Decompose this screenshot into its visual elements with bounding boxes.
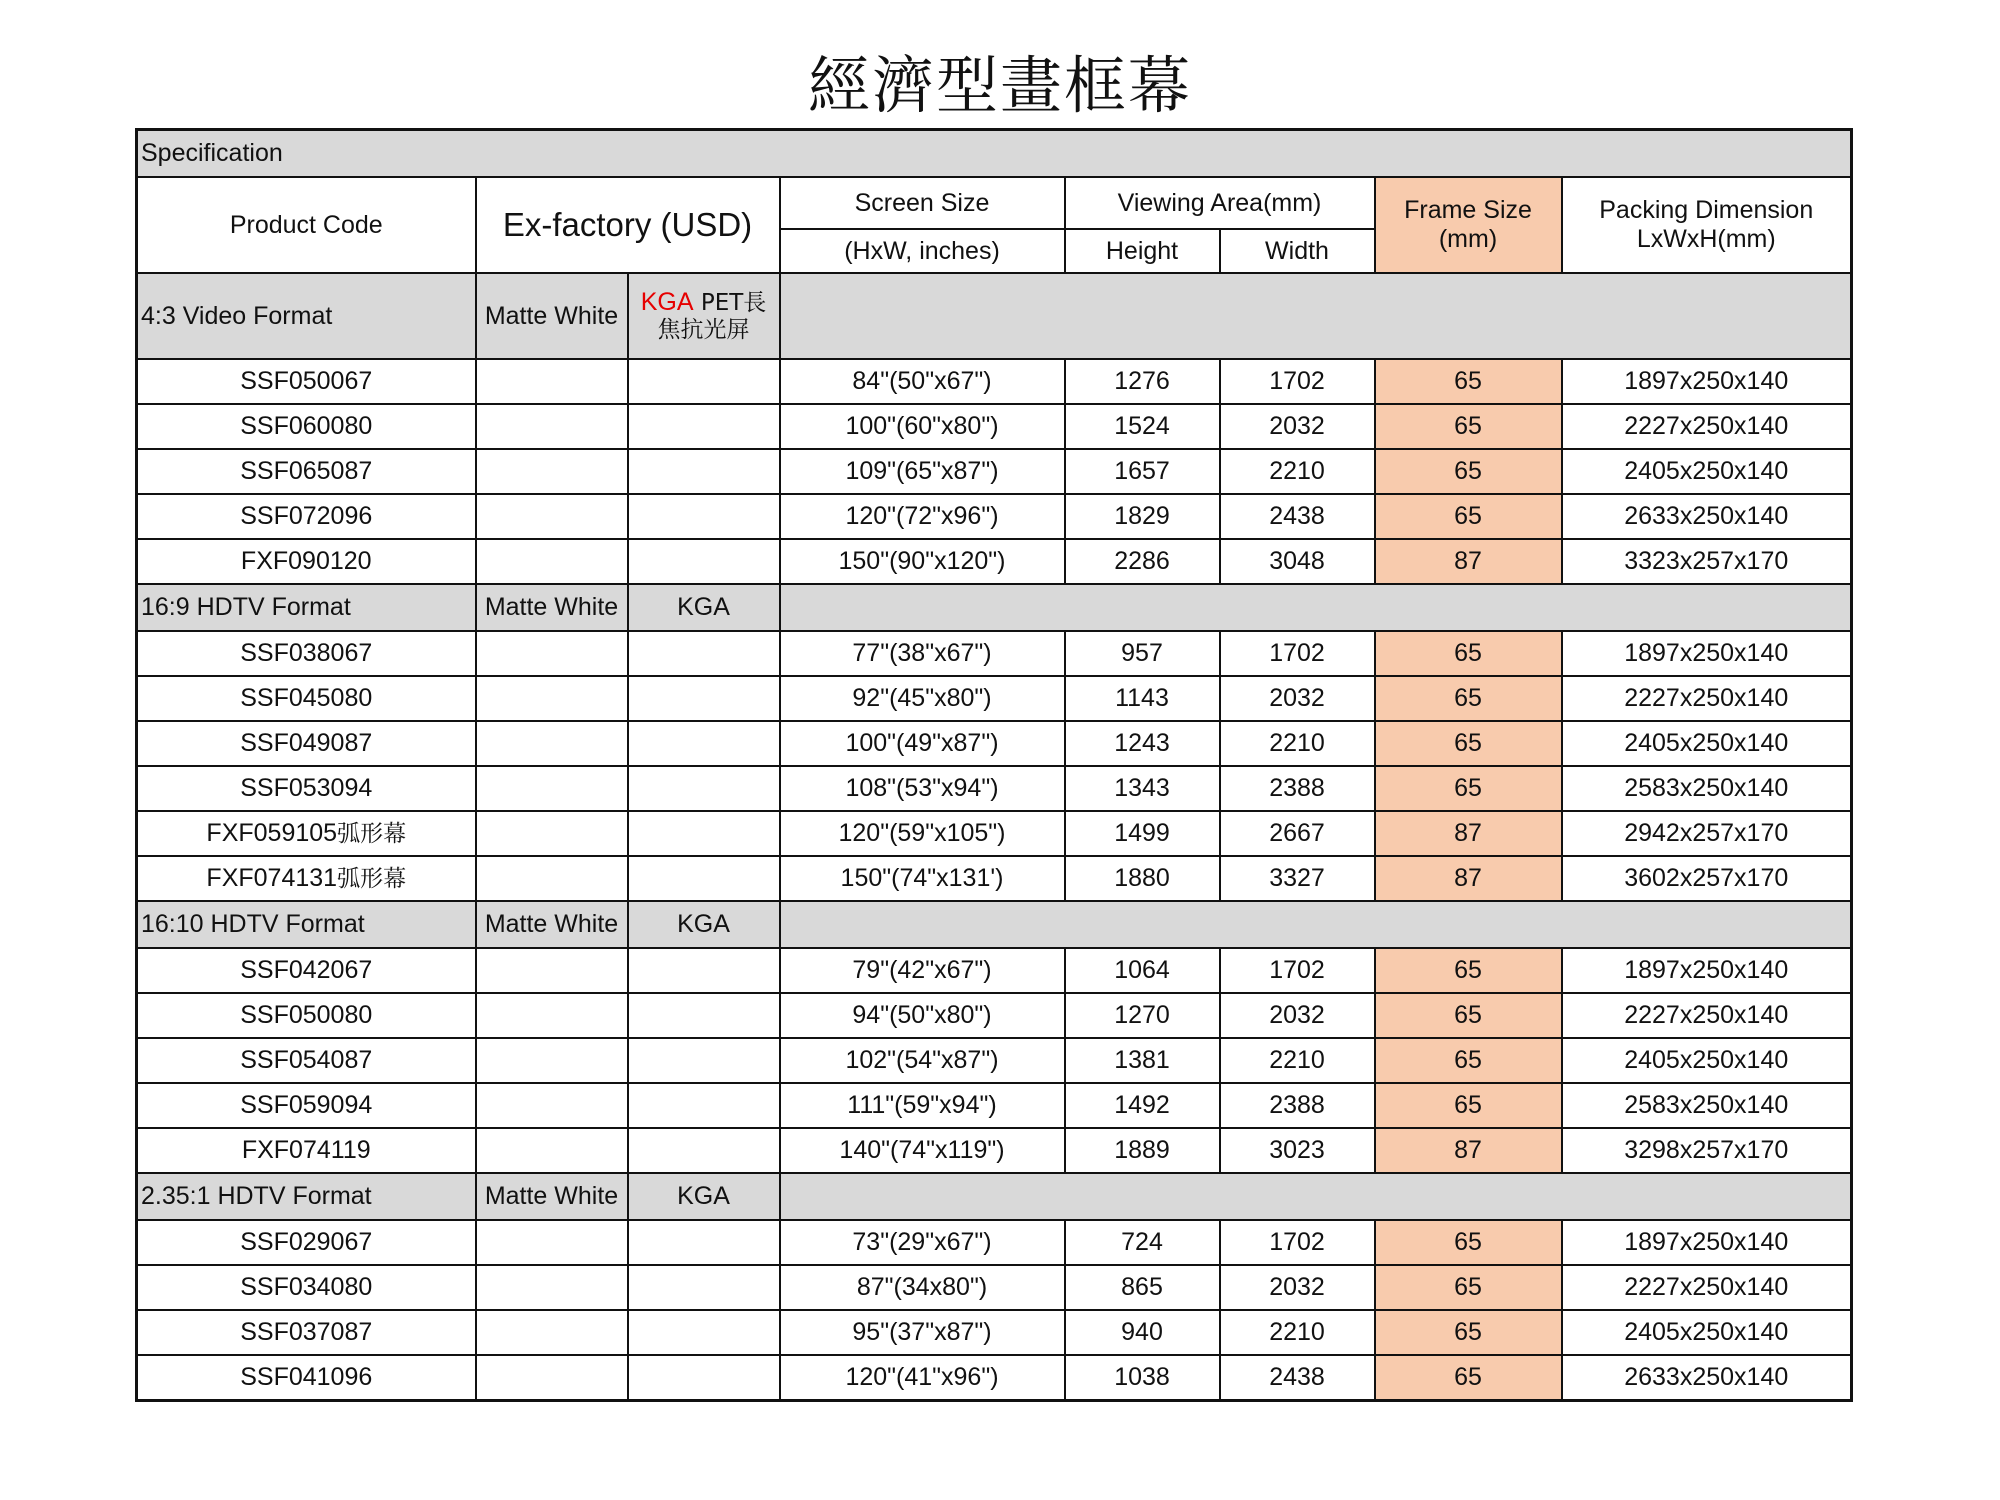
- section-band-fill: [780, 584, 1852, 631]
- packing-dimension: 2405x250x140: [1562, 449, 1852, 494]
- price-matte-white: [476, 404, 628, 449]
- table-row: [137, 948, 1852, 993]
- product-code: [137, 856, 476, 901]
- frame-size-header: [1375, 177, 1562, 273]
- price-kga: [628, 494, 780, 539]
- viewing-height: 1657: [1065, 449, 1220, 494]
- table-row: [137, 1083, 1852, 1128]
- viewing-height: 1889: [1065, 1128, 1220, 1173]
- frame-size: 65: [1375, 721, 1562, 766]
- product-code: SSF045080: [137, 676, 476, 721]
- product-code: SSF072096: [137, 494, 476, 539]
- screen-size: 84"(50"x67"): [780, 359, 1065, 404]
- viewing-height: 1276: [1065, 359, 1220, 404]
- kga-label: KGA: [628, 1173, 780, 1220]
- price-kga: [628, 1038, 780, 1083]
- product-code: SSF037087: [137, 1310, 476, 1355]
- viewing-height: 1243: [1065, 721, 1220, 766]
- screen-size: 100"(60"x80"): [780, 404, 1065, 449]
- frame-size: 65: [1375, 676, 1562, 721]
- viewing-height: 1880: [1065, 856, 1220, 901]
- product-code: SSF050080: [137, 993, 476, 1038]
- viewing-width: 2032: [1220, 676, 1375, 721]
- ex-factory-header: Ex-factory (USD): [476, 177, 780, 273]
- pet-label: PET長: [693, 290, 767, 317]
- screen-size: 95"(37"x87"): [780, 1310, 1065, 1355]
- page-title: 經濟型畫框幕: [807, 49, 1192, 122]
- packing-dimension: 2583x250x140: [1562, 766, 1852, 811]
- price-matte-white: [476, 539, 628, 584]
- section-name: 2.35:1 HDTV Format: [137, 1173, 476, 1220]
- table-row: [137, 721, 1852, 766]
- price-kga: [628, 1355, 780, 1401]
- viewing-height: 865: [1065, 1265, 1220, 1310]
- kga-pet-label: [628, 273, 780, 359]
- viewing-height: 1143: [1065, 676, 1220, 721]
- price-matte-white: [476, 631, 628, 676]
- table-row: [137, 449, 1852, 494]
- frame-size: 87: [1375, 811, 1562, 856]
- price-matte-white: [476, 993, 628, 1038]
- packing-dimension: 2583x250x140: [1562, 1083, 1852, 1128]
- frame-size: 65: [1375, 1083, 1562, 1128]
- table-row: [137, 1220, 1852, 1265]
- product-code: SSF049087: [137, 721, 476, 766]
- price-kga: [628, 856, 780, 901]
- packing-dimension: 2633x250x140: [1562, 494, 1852, 539]
- packing-dimension: 1897x250x140: [1562, 1220, 1852, 1265]
- price-matte-white: [476, 1220, 628, 1265]
- packing-dimension: 3602x257x170: [1562, 856, 1852, 901]
- viewing-width: 3327: [1220, 856, 1375, 901]
- price-kga: [628, 1265, 780, 1310]
- table-row: [137, 1038, 1852, 1083]
- viewing-height: 1524: [1065, 404, 1220, 449]
- frame-size: 65: [1375, 1265, 1562, 1310]
- section-header: [137, 584, 1852, 631]
- price-kga: [628, 404, 780, 449]
- product-code: SSF059094: [137, 1083, 476, 1128]
- matte-white-label: Matte White: [476, 273, 628, 359]
- packing-dimension: 2227x250x140: [1562, 993, 1852, 1038]
- packing-dimension-label: Packing Dimension: [1599, 196, 1814, 225]
- table-row: [137, 766, 1852, 811]
- matte-white-label: Matte White: [476, 901, 628, 948]
- price-kga: [628, 948, 780, 993]
- frame-size: 65: [1375, 1355, 1562, 1401]
- pet-label-line2: 焦抗光屏: [657, 317, 750, 344]
- price-matte-white: [476, 948, 628, 993]
- table-row: [137, 856, 1852, 901]
- viewing-area-header: Viewing Area(mm): [1065, 177, 1375, 229]
- table-row: [137, 539, 1852, 584]
- price-matte-white: [476, 766, 628, 811]
- price-kga: [628, 676, 780, 721]
- product-code: SSF029067: [137, 1220, 476, 1265]
- frame-size: 65: [1375, 449, 1562, 494]
- viewing-height: 1064: [1065, 948, 1220, 993]
- viewing-width: 1702: [1220, 359, 1375, 404]
- price-matte-white: [476, 1083, 628, 1128]
- viewing-width: 2438: [1220, 1355, 1375, 1401]
- frame-size: 65: [1375, 993, 1562, 1038]
- frame-size: 87: [1375, 1128, 1562, 1173]
- product-code: SSF050067: [137, 359, 476, 404]
- frame-size: 65: [1375, 404, 1562, 449]
- packing-dimension: 2227x250x140: [1562, 1265, 1852, 1310]
- packing-dimension-header: [1562, 177, 1852, 273]
- table-row: [137, 494, 1852, 539]
- table-row: [137, 1310, 1852, 1355]
- packing-dimension: 1897x250x140: [1562, 948, 1852, 993]
- product-code-text: FXF059105: [206, 819, 338, 848]
- viewing-height: 1038: [1065, 1355, 1220, 1401]
- packing-dimension: 2405x250x140: [1562, 1038, 1852, 1083]
- screen-size: 111"(59"x94"): [780, 1083, 1065, 1128]
- price-matte-white: [476, 449, 628, 494]
- kga-label: KGA: [628, 584, 780, 631]
- section-name: 16:9 HDTV Format: [137, 584, 476, 631]
- price-matte-white: [476, 1355, 628, 1401]
- price-kga: [628, 993, 780, 1038]
- price-matte-white: [476, 1265, 628, 1310]
- packing-dimension: 3298x257x170: [1562, 1128, 1852, 1173]
- viewing-height: 957: [1065, 631, 1220, 676]
- viewing-height: 1381: [1065, 1038, 1220, 1083]
- frame-size: 65: [1375, 494, 1562, 539]
- table-row: [137, 993, 1852, 1038]
- price-matte-white: [476, 721, 628, 766]
- frame-size-label: Frame Size: [1404, 196, 1532, 225]
- viewing-width: 2032: [1220, 404, 1375, 449]
- section-name: 16:10 HDTV Format: [137, 901, 476, 948]
- section-header: [137, 273, 1852, 359]
- price-kga: [628, 539, 780, 584]
- screen-size: 100"(49"x87"): [780, 721, 1065, 766]
- screen-size: 120"(59"x105"): [780, 811, 1065, 856]
- product-code: FXF074119: [137, 1128, 476, 1173]
- product-code: SSF034080: [137, 1265, 476, 1310]
- packing-dimension: 2633x250x140: [1562, 1355, 1852, 1401]
- packing-dimension: 2942x257x170: [1562, 811, 1852, 856]
- frame-size: 65: [1375, 1220, 1562, 1265]
- viewing-width: 1702: [1220, 631, 1375, 676]
- table-row: [137, 1265, 1852, 1310]
- table-row: [137, 631, 1852, 676]
- product-code: SSF060080: [137, 404, 476, 449]
- packing-dimension: 1897x250x140: [1562, 359, 1852, 404]
- price-matte-white: [476, 359, 628, 404]
- viewing-width: 2032: [1220, 993, 1375, 1038]
- packing-dimension: 1897x250x140: [1562, 631, 1852, 676]
- width-header: Width: [1220, 229, 1375, 273]
- screen-size: 87"(34x80"): [780, 1265, 1065, 1310]
- specification-header: Specification: [137, 130, 1852, 178]
- frame-size: 65: [1375, 1038, 1562, 1083]
- screen-size: 94"(50"x80"): [780, 993, 1065, 1038]
- viewing-width: 2210: [1220, 721, 1375, 766]
- packing-dimension-unit: LxWxH(mm): [1636, 225, 1776, 253]
- price-matte-white: [476, 676, 628, 721]
- frame-size: 87: [1375, 856, 1562, 901]
- section-band-fill: [780, 901, 1852, 948]
- table-row: [137, 811, 1852, 856]
- frame-size: 65: [1375, 359, 1562, 404]
- curved-screen-label: 弧形幕: [337, 821, 407, 848]
- price-kga: [628, 1310, 780, 1355]
- viewing-height: 940: [1065, 1310, 1220, 1355]
- viewing-width: 2388: [1220, 766, 1375, 811]
- viewing-height: 1270: [1065, 993, 1220, 1038]
- table-row: [137, 676, 1852, 721]
- price-kga: [628, 359, 780, 404]
- product-code: SSF065087: [137, 449, 476, 494]
- table-row: [137, 1355, 1852, 1401]
- product-code: SSF041096: [137, 1355, 476, 1401]
- section-header: [137, 1173, 1852, 1220]
- viewing-width: 3048: [1220, 539, 1375, 584]
- price-kga: [628, 631, 780, 676]
- viewing-width: 1702: [1220, 948, 1375, 993]
- screen-size: 77"(38"x67"): [780, 631, 1065, 676]
- screen-size: 92"(45"x80"): [780, 676, 1065, 721]
- table-row: [137, 359, 1852, 404]
- product-code-text: FXF074131: [206, 864, 338, 893]
- product-code-header: Product Code: [137, 177, 476, 273]
- frame-size: 65: [1375, 948, 1562, 993]
- frame-size: 87: [1375, 539, 1562, 584]
- price-kga: [628, 811, 780, 856]
- table-row: [137, 404, 1852, 449]
- price-kga: [628, 721, 780, 766]
- section-band-fill: [780, 1173, 1852, 1220]
- screen-size: 120"(41"x96"): [780, 1355, 1065, 1401]
- screen-size: 150"(74"x131'): [780, 856, 1065, 901]
- matte-white-label: Matte White: [476, 1173, 628, 1220]
- viewing-width: 2438: [1220, 494, 1375, 539]
- specification-table: [135, 128, 1853, 1402]
- frame-size: 65: [1375, 1310, 1562, 1355]
- kga-label: KGA: [628, 901, 780, 948]
- screen-size-unit: (HxW, inches): [780, 229, 1065, 273]
- price-matte-white: [476, 1038, 628, 1083]
- viewing-width: 2210: [1220, 449, 1375, 494]
- frame-size: 65: [1375, 631, 1562, 676]
- screen-size: 102"(54"x87"): [780, 1038, 1065, 1083]
- packing-dimension: 2405x250x140: [1562, 721, 1852, 766]
- kga-red-label: KGA: [640, 288, 694, 317]
- price-matte-white: [476, 811, 628, 856]
- viewing-height: 1492: [1065, 1083, 1220, 1128]
- viewing-width: 3023: [1220, 1128, 1375, 1173]
- screen-size: 109"(65"x87"): [780, 449, 1065, 494]
- price-kga: [628, 449, 780, 494]
- viewing-width: 1702: [1220, 1220, 1375, 1265]
- screen-size: 108"(53"x94"): [780, 766, 1065, 811]
- viewing-height: 1499: [1065, 811, 1220, 856]
- price-matte-white: [476, 494, 628, 539]
- screen-size: 150"(90"x120"): [780, 539, 1065, 584]
- curved-screen-label: 弧形幕: [337, 866, 407, 893]
- price-kga: [628, 1128, 780, 1173]
- packing-dimension: 3323x257x170: [1562, 539, 1852, 584]
- product-code: SSF042067: [137, 948, 476, 993]
- price-matte-white: [476, 1128, 628, 1173]
- viewing-width: 2667: [1220, 811, 1375, 856]
- product-code: SSF053094: [137, 766, 476, 811]
- screen-size: 73"(29"x67"): [780, 1220, 1065, 1265]
- price-matte-white: [476, 1310, 628, 1355]
- screen-size: 79"(42"x67"): [780, 948, 1065, 993]
- frame-size-unit: (mm): [1438, 225, 1498, 253]
- matte-white-label: Matte White: [476, 584, 628, 631]
- viewing-width: 2388: [1220, 1083, 1375, 1128]
- price-kga: [628, 1083, 780, 1128]
- viewing-height: 724: [1065, 1220, 1220, 1265]
- price-matte-white: [476, 856, 628, 901]
- section-name: 4:3 Video Format: [137, 273, 476, 359]
- packing-dimension: 2227x250x140: [1562, 404, 1852, 449]
- product-code: [137, 811, 476, 856]
- packing-dimension: 2227x250x140: [1562, 676, 1852, 721]
- price-kga: [628, 766, 780, 811]
- section-band-fill: [780, 273, 1852, 359]
- screen-size: 140"(74"x119"): [780, 1128, 1065, 1173]
- frame-size: 65: [1375, 766, 1562, 811]
- section-header: [137, 901, 1852, 948]
- viewing-width: 2032: [1220, 1265, 1375, 1310]
- product-code: SSF054087: [137, 1038, 476, 1083]
- viewing-height: 2286: [1065, 539, 1220, 584]
- price-kga: [628, 1220, 780, 1265]
- product-code: FXF090120: [137, 539, 476, 584]
- viewing-width: 2210: [1220, 1038, 1375, 1083]
- viewing-width: 2210: [1220, 1310, 1375, 1355]
- table-row: [137, 1128, 1852, 1173]
- height-header: Height: [1065, 229, 1220, 273]
- packing-dimension: 2405x250x140: [1562, 1310, 1852, 1355]
- viewing-height: 1829: [1065, 494, 1220, 539]
- screen-size: 120"(72"x96"): [780, 494, 1065, 539]
- screen-size-header: Screen Size: [780, 177, 1065, 229]
- product-code: SSF038067: [137, 631, 476, 676]
- viewing-height: 1343: [1065, 766, 1220, 811]
